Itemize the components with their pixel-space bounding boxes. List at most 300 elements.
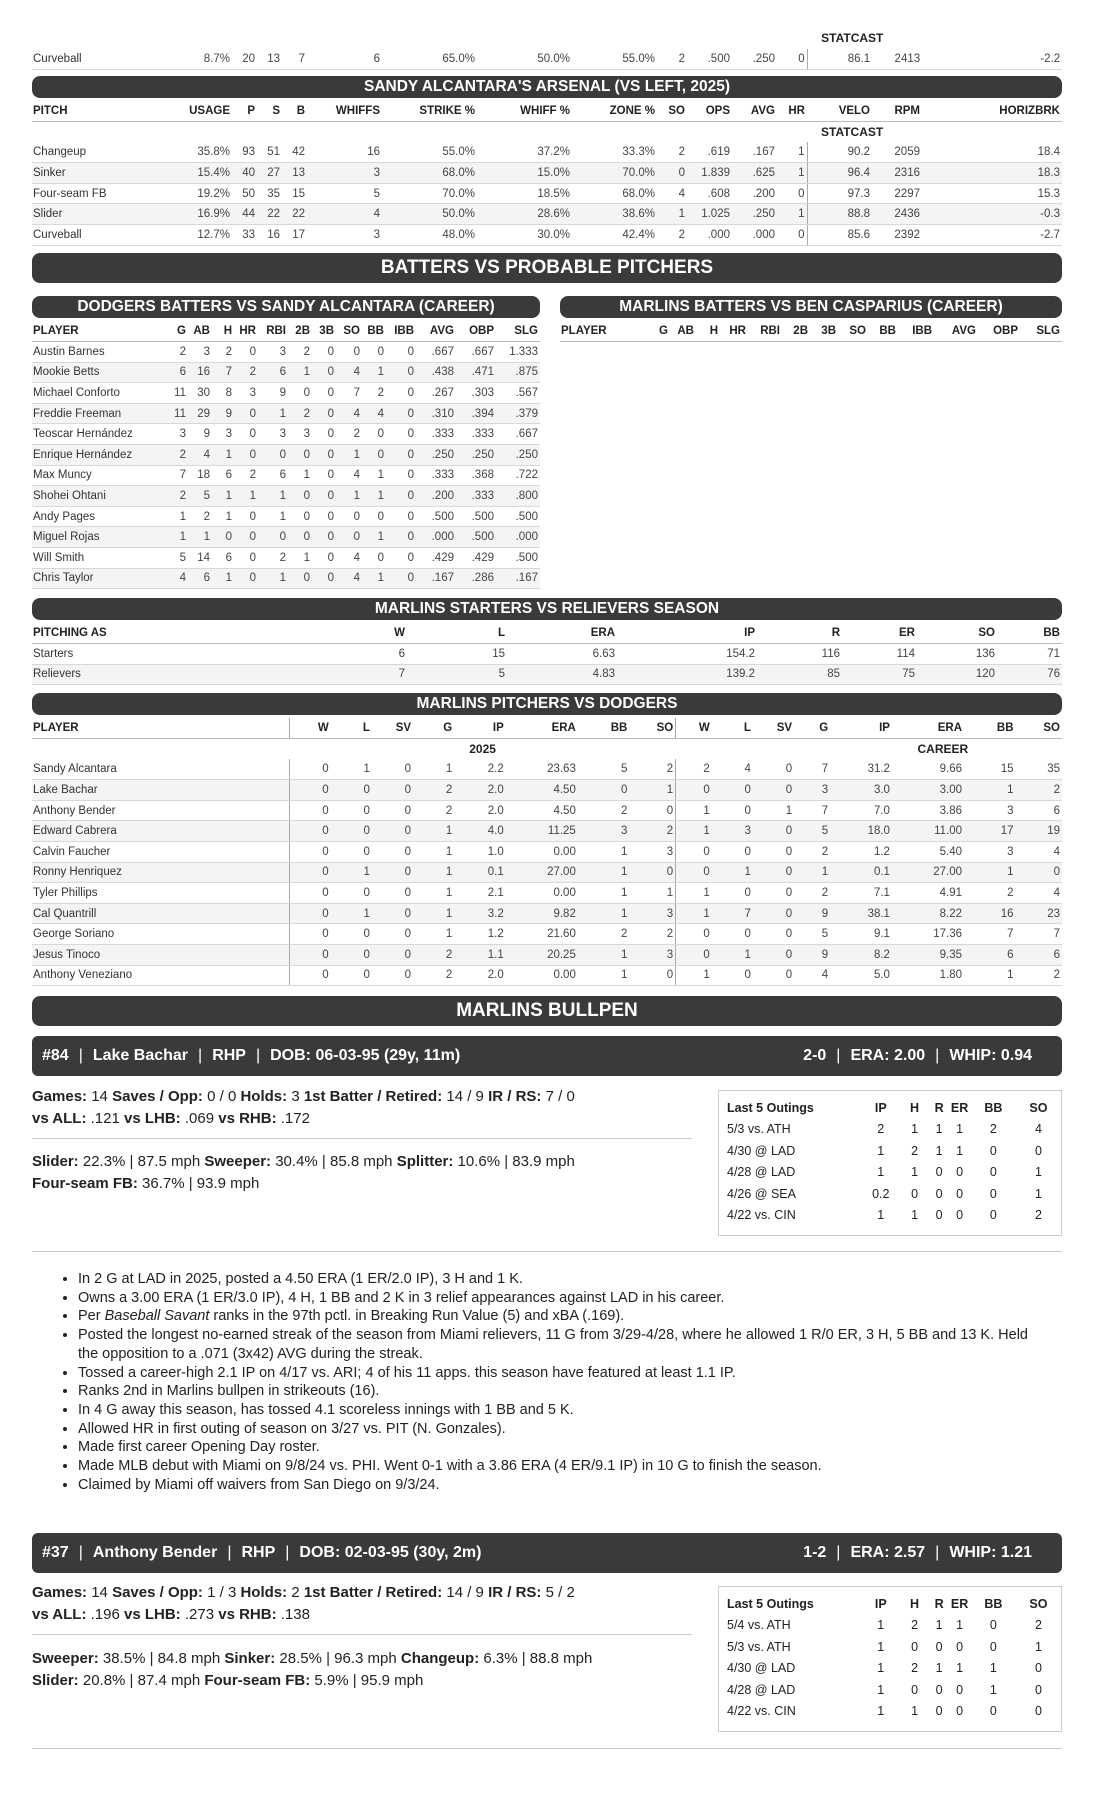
- table-cell: 4.0: [454, 821, 506, 842]
- note-item: • Per Baseball Savant ranks in the 97th pctl. in Breaking Run Value (5) and xBA (.169).: [78, 1307, 1048, 1326]
- table-cell: 3: [307, 225, 382, 246]
- table-cell: 1: [794, 862, 830, 883]
- table-cell: 0.00: [506, 842, 578, 863]
- table-cell: 1: [657, 204, 687, 225]
- pitcher-stats-bender: [32, 1582, 692, 1626]
- table-cell: 50: [232, 183, 257, 204]
- column-header: G: [644, 321, 670, 342]
- column-header: AVG: [416, 321, 456, 342]
- table-cell: 7: [166, 465, 188, 486]
- column-header: SO: [629, 718, 675, 739]
- column-header: 3B: [312, 321, 336, 342]
- table-cell: 0: [362, 342, 386, 363]
- table-cell: 7.0: [830, 800, 892, 821]
- table-cell: 93: [232, 142, 257, 163]
- table-cell: Four-seam FB: [32, 183, 182, 204]
- table-cell: 0: [989, 1143, 997, 1158]
- column-header: HR: [777, 101, 807, 122]
- table-cell: 6: [258, 362, 288, 383]
- table-cell: 4/30 @ LAD: [727, 1143, 796, 1158]
- table-cell: 5: [407, 664, 507, 685]
- table-cell: 4: [794, 965, 830, 986]
- table-cell: 0: [777, 183, 807, 204]
- table-cell: 70.0%: [572, 163, 657, 184]
- table-cell: 2.1: [454, 883, 506, 904]
- table-cell: 11.00: [892, 821, 964, 842]
- table-cell: 4: [657, 183, 687, 204]
- table-cell: 18.0: [830, 821, 892, 842]
- table-cell: 5.40: [892, 842, 964, 863]
- table-cell: 114: [842, 644, 917, 665]
- table-cell: Andy Pages: [32, 506, 166, 527]
- table-cell: 42: [282, 142, 307, 163]
- column-header: IP: [617, 623, 757, 644]
- table-cell: 0: [629, 800, 675, 821]
- table-cell: 0: [753, 945, 794, 966]
- table-cell: 1: [964, 965, 1016, 986]
- table-cell: 4: [1034, 1122, 1042, 1137]
- table-cell: 136: [917, 644, 997, 665]
- table-cell: 0: [312, 548, 336, 569]
- column-header: L: [712, 718, 753, 739]
- table-cell: 3: [188, 342, 212, 363]
- starters-relievers-table: [32, 623, 1062, 685]
- table-cell: 0: [312, 362, 336, 383]
- table-cell: 16: [964, 903, 1016, 924]
- table-row: [32, 644, 1062, 665]
- column-header: W: [676, 718, 712, 739]
- column-header: OPS: [687, 101, 732, 122]
- table-cell: 42.4%: [572, 225, 657, 246]
- table-cell: 0: [911, 1639, 919, 1654]
- table-cell: Ronny Henriquez: [32, 862, 290, 883]
- table-cell: .250: [732, 49, 777, 70]
- table-cell: 22: [282, 204, 307, 225]
- table-cell: 0: [331, 842, 372, 863]
- table-cell: 1: [166, 506, 188, 527]
- table-cell: 0: [676, 945, 712, 966]
- column-header: OBP: [456, 321, 496, 342]
- table-cell: 6: [212, 548, 234, 569]
- table-cell: 17: [964, 821, 1016, 842]
- table-cell: 1: [362, 486, 386, 507]
- table-row: [32, 445, 540, 466]
- table-row: [32, 548, 540, 569]
- table-cell: 3: [288, 424, 312, 445]
- table-cell: 1: [1034, 1639, 1042, 1654]
- table-cell: 0: [1034, 1143, 1042, 1158]
- table-row: [719, 1119, 1061, 1141]
- table-cell: .000: [416, 527, 456, 548]
- table-cell: 3.2: [454, 903, 506, 924]
- pitch-mix-bender: [32, 1648, 692, 1692]
- table-cell: 7: [212, 362, 234, 383]
- table-cell: 1: [413, 862, 454, 883]
- table-cell: 1.839: [687, 163, 732, 184]
- table-cell: 0: [372, 821, 413, 842]
- table-cell: 40: [232, 163, 257, 184]
- table-cell: 1: [413, 924, 454, 945]
- table-cell: 0: [288, 506, 312, 527]
- table-cell: 68.0%: [572, 183, 657, 204]
- table-row: [32, 821, 1062, 842]
- table-cell: 1: [336, 445, 362, 466]
- table-row: [32, 49, 1062, 70]
- table-cell: 0: [956, 1704, 964, 1719]
- table-cell: 0: [331, 780, 372, 801]
- table-cell: 1: [629, 780, 675, 801]
- table-cell: 37.2%: [477, 142, 572, 163]
- column-header: SO: [1029, 1596, 1048, 1611]
- table-cell: 0: [386, 527, 416, 548]
- column-header: PLAYER: [560, 321, 644, 342]
- table-cell: 0: [386, 403, 416, 424]
- table-cell: 1: [288, 548, 312, 569]
- stats-line-splits: vs ALL: .121 vs LHB: .069 vs RHB: .172: [32, 1110, 310, 1127]
- table-cell: 0: [234, 568, 258, 589]
- table-cell: 85: [757, 664, 842, 685]
- table-cell: Anthony Veneziano: [32, 965, 290, 986]
- arsenal-fragment: [32, 28, 1062, 70]
- table-cell: 20: [232, 49, 257, 70]
- table-cell: 0: [372, 903, 413, 924]
- table-cell: 0: [386, 342, 416, 363]
- table-cell: 90.2: [807, 142, 872, 163]
- table-cell: 27.00: [892, 862, 964, 883]
- table-cell: .250: [416, 445, 456, 466]
- table-cell: 0: [956, 1165, 964, 1180]
- table-cell: 4/22 vs. CIN: [727, 1208, 796, 1223]
- table-cell: 0: [372, 965, 413, 986]
- table-cell: 4/30 @ LAD: [727, 1661, 796, 1676]
- pitcher-name: Lake Bachar: [92, 1047, 189, 1064]
- table-cell: 0: [336, 527, 362, 548]
- notes-list: [58, 1270, 1048, 1494]
- table-cell: 1: [712, 862, 753, 883]
- table-cell: .333: [416, 465, 456, 486]
- table-cell: 2392: [872, 225, 922, 246]
- table-cell: 1.1: [454, 945, 506, 966]
- column-header: R: [934, 1596, 944, 1611]
- divider: [32, 1634, 692, 1635]
- table-cell: 1: [956, 1122, 964, 1137]
- table-cell: 2: [657, 142, 687, 163]
- table-cell: .333: [456, 424, 496, 445]
- column-header: ER: [950, 1596, 969, 1611]
- table-row: [32, 780, 1062, 801]
- table-cell: 6: [182, 644, 407, 665]
- table-cell: 2: [629, 821, 675, 842]
- pitcher-era: ERA: 2.57: [850, 1544, 926, 1561]
- table-cell: 2: [578, 800, 630, 821]
- table-cell: 1: [911, 1704, 919, 1719]
- table-cell: 5: [578, 759, 630, 780]
- table-row: [32, 506, 540, 527]
- table-cell: 0: [676, 780, 712, 801]
- table-cell: 0.2: [872, 1186, 890, 1201]
- table-cell: 0: [753, 759, 794, 780]
- table-cell: 2.0: [454, 965, 506, 986]
- table-cell: 2: [188, 506, 212, 527]
- table-cell: 85.6: [807, 225, 872, 246]
- marlins-vs-section: [560, 321, 1062, 342]
- table-row: [32, 842, 1062, 863]
- table-cell: .567: [496, 383, 540, 404]
- table-cell: 11.25: [506, 821, 578, 842]
- table-cell: 0: [372, 842, 413, 863]
- pitch-mix-bachar: [32, 1151, 692, 1195]
- table-cell: 2.0: [454, 800, 506, 821]
- table-cell: 2: [288, 342, 312, 363]
- column-header: B: [282, 101, 307, 122]
- column-header: S: [257, 101, 282, 122]
- table-cell: 0: [1034, 1704, 1042, 1719]
- table-cell: 1: [989, 1661, 997, 1676]
- table-cell: 0: [362, 424, 386, 445]
- table-row: [32, 342, 540, 363]
- pitcher-hand: RHP: [212, 1047, 246, 1064]
- table-row: [32, 362, 540, 383]
- table-cell: .429: [416, 548, 456, 569]
- table-cell: 1: [362, 527, 386, 548]
- table-cell: 1: [188, 527, 212, 548]
- table-cell: 0: [989, 1618, 997, 1633]
- header-row: [32, 623, 1062, 644]
- table-cell: 18.3: [922, 163, 1062, 184]
- table-cell: 2: [794, 883, 830, 904]
- table-cell: Curveball: [32, 225, 182, 246]
- column-header: ER: [950, 1100, 969, 1115]
- table-cell: 2: [989, 1122, 997, 1137]
- table-cell: 0: [288, 568, 312, 589]
- arsenal-fragment-table: [32, 28, 1062, 70]
- table-cell: 4: [1016, 883, 1062, 904]
- table-cell: 4: [336, 465, 362, 486]
- table-cell: 1: [877, 1165, 885, 1180]
- column-header: AVG: [732, 101, 777, 122]
- table-cell: Max Muncy: [32, 465, 166, 486]
- table-cell: 4.50: [506, 780, 578, 801]
- pitcher-dob: DOB: 02-03-95 (30y, 2m): [299, 1544, 482, 1561]
- table-cell: 0: [331, 821, 372, 842]
- column-header: Last 5 Outings: [727, 1100, 814, 1115]
- column-header: R: [934, 1100, 944, 1115]
- table-cell: 0: [676, 842, 712, 863]
- pitchers-vs-title: MARLINS PITCHERS VS DODGERS: [32, 693, 1062, 715]
- table-cell: 3: [307, 163, 382, 184]
- table-cell: 0: [989, 1639, 997, 1654]
- table-cell: .625: [732, 163, 777, 184]
- pitcher-dob: DOB: 06-03-95 (29y, 11m): [270, 1047, 461, 1064]
- table-cell: 35.8%: [182, 142, 232, 163]
- table-cell: 0: [712, 924, 753, 945]
- table-cell: 0: [258, 445, 288, 466]
- table-cell: 2316: [872, 163, 922, 184]
- column-header: L: [331, 718, 372, 739]
- table-cell: .267: [416, 383, 456, 404]
- table-row: [719, 1679, 1061, 1701]
- table-cell: .608: [687, 183, 732, 204]
- table-cell: 50.0%: [477, 49, 572, 70]
- table-cell: Austin Barnes: [32, 342, 166, 363]
- table-cell: 5: [307, 183, 382, 204]
- table-cell: Enrique Hernández: [32, 445, 166, 466]
- table-cell: 0: [956, 1208, 964, 1223]
- table-cell: 1: [956, 1143, 964, 1158]
- table-cell: .667: [496, 424, 540, 445]
- table-cell: 0: [290, 800, 331, 821]
- header-row: [32, 718, 1062, 739]
- table-cell: 2: [413, 965, 454, 986]
- table-cell: 0: [386, 568, 416, 589]
- table-cell: 5: [794, 821, 830, 842]
- table-cell: 2: [911, 1618, 919, 1633]
- column-header: H: [696, 321, 720, 342]
- note-item: • Posted the longest no-earned streak of the season from Miami relievers, 11 G from 3/29-4/28, where he allowed 1 R/0 ER, 3 H, 5 BB and 13 K. Held the opposition to a .071 (3x42) AVG during the streak.: [78, 1326, 1048, 1363]
- table-cell: 71: [997, 644, 1062, 665]
- table-cell: 15.4%: [182, 163, 232, 184]
- arsenal-left-section: [32, 101, 1062, 246]
- table-cell: 0: [290, 862, 331, 883]
- table-cell: 1: [877, 1704, 885, 1719]
- last5-table-bender: [719, 1593, 1061, 1722]
- table-cell: 2: [413, 780, 454, 801]
- table-row: [32, 163, 1062, 184]
- pitcher-name: Anthony Bender: [92, 1544, 218, 1561]
- table-cell: 0: [956, 1682, 964, 1697]
- table-cell: 1.025: [687, 204, 732, 225]
- table-cell: 1: [877, 1208, 885, 1223]
- column-header: BB: [578, 718, 630, 739]
- table-cell: 38.1: [830, 903, 892, 924]
- table-cell: 1: [212, 445, 234, 466]
- table-cell: 0: [753, 883, 794, 904]
- table-cell: 20.25: [506, 945, 578, 966]
- pitcher-header-bachar: #84 | Lake Bachar | RHP | DOB: 06-03-95 (29y, 11m) 2-0 | ERA: 2.00 | WHIP: 0.94: [32, 1036, 1062, 1076]
- pitchers-vs-table: [32, 718, 1062, 986]
- table-cell: 3: [712, 821, 753, 842]
- table-cell: 1: [578, 965, 630, 986]
- table-cell: 1: [911, 1208, 919, 1223]
- table-cell: 1.2: [454, 924, 506, 945]
- table-cell: 1: [911, 1165, 919, 1180]
- table-cell: 2: [629, 759, 675, 780]
- last5-box-bachar: [718, 1090, 1062, 1236]
- table-cell: .500: [416, 506, 456, 527]
- table-cell: 0: [989, 1186, 997, 1201]
- table-cell: 0: [212, 527, 234, 548]
- table-cell: 38.6%: [572, 204, 657, 225]
- table-cell: 1: [676, 821, 712, 842]
- table-cell: .500: [456, 527, 496, 548]
- table-cell: 116: [757, 644, 842, 665]
- table-cell: 0: [1034, 1661, 1042, 1676]
- table-cell: 2: [413, 800, 454, 821]
- column-header: SLG: [496, 321, 540, 342]
- table-cell: .875: [496, 362, 540, 383]
- table-cell: 4.83: [507, 664, 617, 685]
- table-cell: 2436: [872, 204, 922, 225]
- table-row: [32, 965, 1062, 986]
- table-cell: 1: [964, 780, 1016, 801]
- table-cell: 0: [234, 342, 258, 363]
- table-cell: 0: [258, 527, 288, 548]
- table-cell: 51: [257, 142, 282, 163]
- table-cell: 1: [212, 506, 234, 527]
- pitcher-record: 1-2: [803, 1544, 827, 1561]
- table-cell: 3.00: [892, 780, 964, 801]
- table-cell: 9: [794, 903, 830, 924]
- column-header: H: [212, 321, 234, 342]
- table-cell: 11: [166, 383, 188, 404]
- table-cell: 65.0%: [382, 49, 477, 70]
- table-cell: 0: [676, 862, 712, 883]
- table-cell: 0: [372, 924, 413, 945]
- table-cell: 0: [336, 342, 362, 363]
- table-cell: 4: [188, 445, 212, 466]
- table-cell: 1: [956, 1618, 964, 1633]
- table-cell: 27: [257, 163, 282, 184]
- column-header: SO: [838, 321, 868, 342]
- table-cell: 3: [629, 945, 675, 966]
- table-cell: 2: [657, 225, 687, 246]
- table-cell: 68.0%: [382, 163, 477, 184]
- column-header: PITCH: [32, 101, 182, 122]
- table-cell: 7: [964, 924, 1016, 945]
- note-item: • Allowed HR in first outing of season on 3/27 vs. PIT (N. Gonzales).: [78, 1420, 1048, 1439]
- table-cell: 0: [290, 924, 331, 945]
- column-header: SV: [753, 718, 794, 739]
- table-cell: 0: [712, 965, 753, 986]
- table-cell: 2.0: [454, 780, 506, 801]
- column-header: G: [166, 321, 188, 342]
- table-cell: 0: [331, 883, 372, 904]
- table-cell: 0: [1034, 1682, 1042, 1697]
- table-cell: 16: [257, 225, 282, 246]
- table-cell: 1: [877, 1661, 885, 1676]
- column-header: W: [290, 718, 331, 739]
- column-header: SO: [1016, 718, 1062, 739]
- table-cell: 23.63: [506, 759, 578, 780]
- column-header: L: [407, 623, 507, 644]
- table-cell: 1: [336, 486, 362, 507]
- table-cell: .167: [416, 568, 456, 589]
- column-header: IBB: [386, 321, 416, 342]
- dodgers-vs-section: [32, 321, 540, 589]
- table-cell: 1: [777, 142, 807, 163]
- column-header: WHIFFS: [307, 101, 382, 122]
- table-cell: 6: [1016, 945, 1062, 966]
- table-cell: 0: [312, 403, 336, 424]
- table-cell: 1: [935, 1618, 943, 1633]
- column-header: SV: [372, 718, 413, 739]
- table-cell: .500: [687, 49, 732, 70]
- table-cell: Curveball: [32, 49, 182, 70]
- table-cell: 1: [935, 1661, 943, 1676]
- table-cell: 4: [336, 568, 362, 589]
- column-header: RBI: [748, 321, 782, 342]
- column-header: AVG: [934, 321, 978, 342]
- table-cell: 6: [964, 945, 1016, 966]
- column-header: Last 5 Outings: [727, 1596, 814, 1611]
- dodgers-vs-title: DODGERS BATTERS VS SANDY ALCANTARA (CAREER): [32, 296, 540, 318]
- table-row: [719, 1140, 1061, 1162]
- table-cell: 3: [964, 842, 1016, 863]
- table-cell: 0: [753, 842, 794, 863]
- table-cell: 18: [188, 465, 212, 486]
- column-header: AB: [670, 321, 696, 342]
- last5-table-bachar: [719, 1097, 1061, 1226]
